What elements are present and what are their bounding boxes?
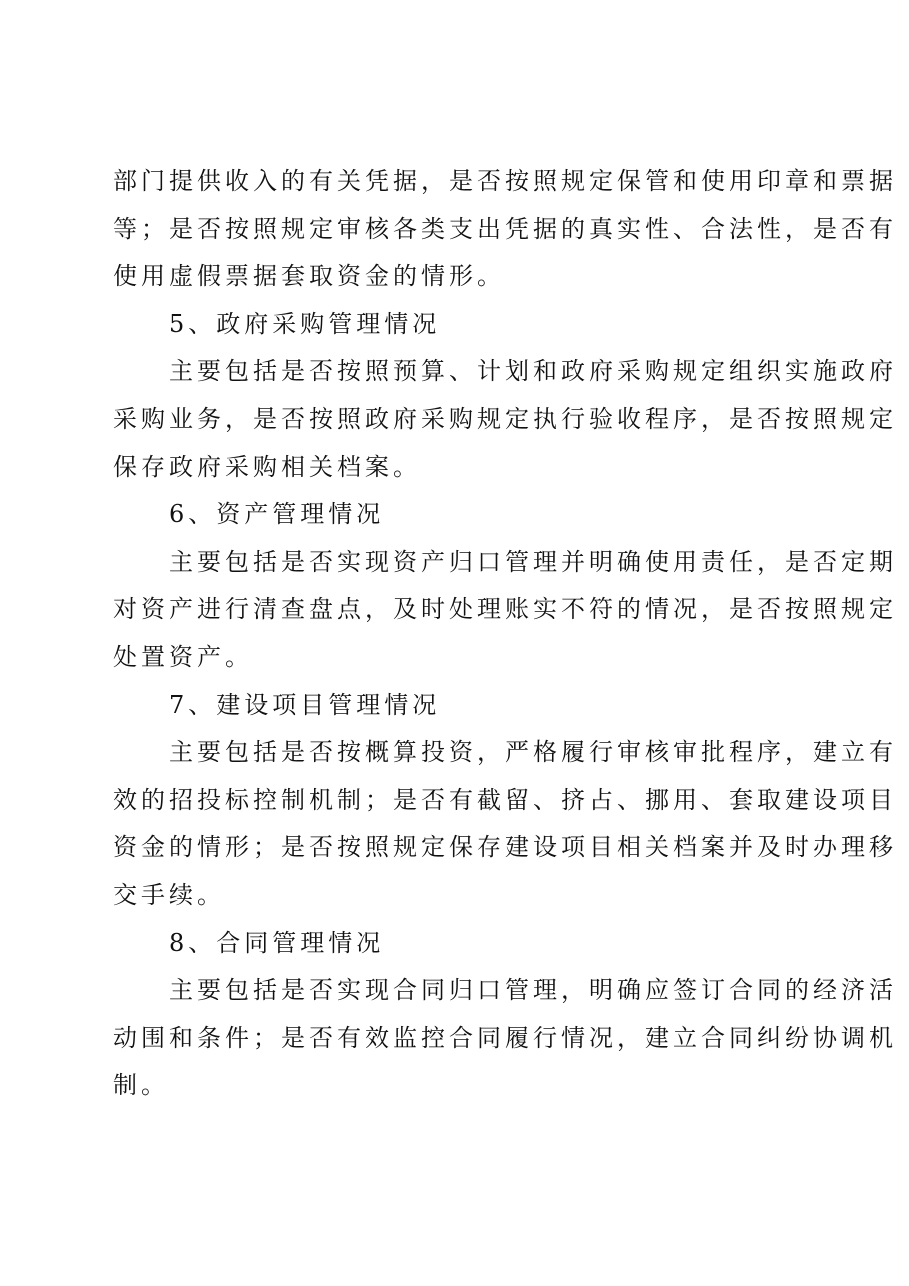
paragraph-line: 效的招投标控制机制；是否有截留、挤占、挪用、套取建设项目 [113, 785, 897, 814]
paragraph-line: 主要包括是否实现资产归口管理并明确使用责任，是否定期 [169, 547, 897, 576]
paragraph-line: 交手续。 [113, 880, 225, 909]
section-heading-7: 7、建设项目管理情况 [169, 690, 441, 719]
paragraph-line: 主要包括是否按概算投资，严格履行审核审批程序，建立有 [169, 738, 897, 767]
section-heading-6: 6、资产管理情况 [169, 500, 385, 529]
paragraph-line: 主要包括是否按照预算、计划和政府采购规定组织实施政府 [169, 357, 897, 386]
paragraph-line: 资金的情形；是否按照规定保存建设项目相关档案并及时办理移 [113, 833, 897, 862]
paragraph-line: 等；是否按照规定审核各类支出凭据的真实性、合法性，是否有 [113, 214, 897, 243]
paragraph-line: 动围和条件；是否有效监控合同履行情况，建立合同纠纷协调机 [113, 1023, 897, 1052]
paragraph-line: 主要包括是否实现合同归口管理，明确应签订合同的经济活 [169, 976, 897, 1005]
paragraph-line: 保存政府采购相关档案。 [113, 452, 421, 481]
section-heading-8: 8、合同管理情况 [169, 928, 385, 957]
paragraph-line: 使用虚假票据套取资金的情形。 [113, 262, 505, 291]
paragraph-line: 对资产进行清查盘点，及时处理账实不符的情况，是否按照规定 [113, 595, 897, 624]
paragraph-line: 部门提供收入的有关凭据，是否按照规定保管和使用印章和票据 [113, 167, 897, 195]
paragraph-line: 处置资产。 [113, 642, 253, 671]
document-body [113, 158, 897, 1110]
section-heading-5: 5、政府采购管理情况 [169, 309, 441, 338]
paragraph-line: 采购业务，是否按照政府采购规定执行验收程序，是否按照规定 [113, 404, 897, 433]
paragraph-line: 制。 [113, 1071, 169, 1100]
